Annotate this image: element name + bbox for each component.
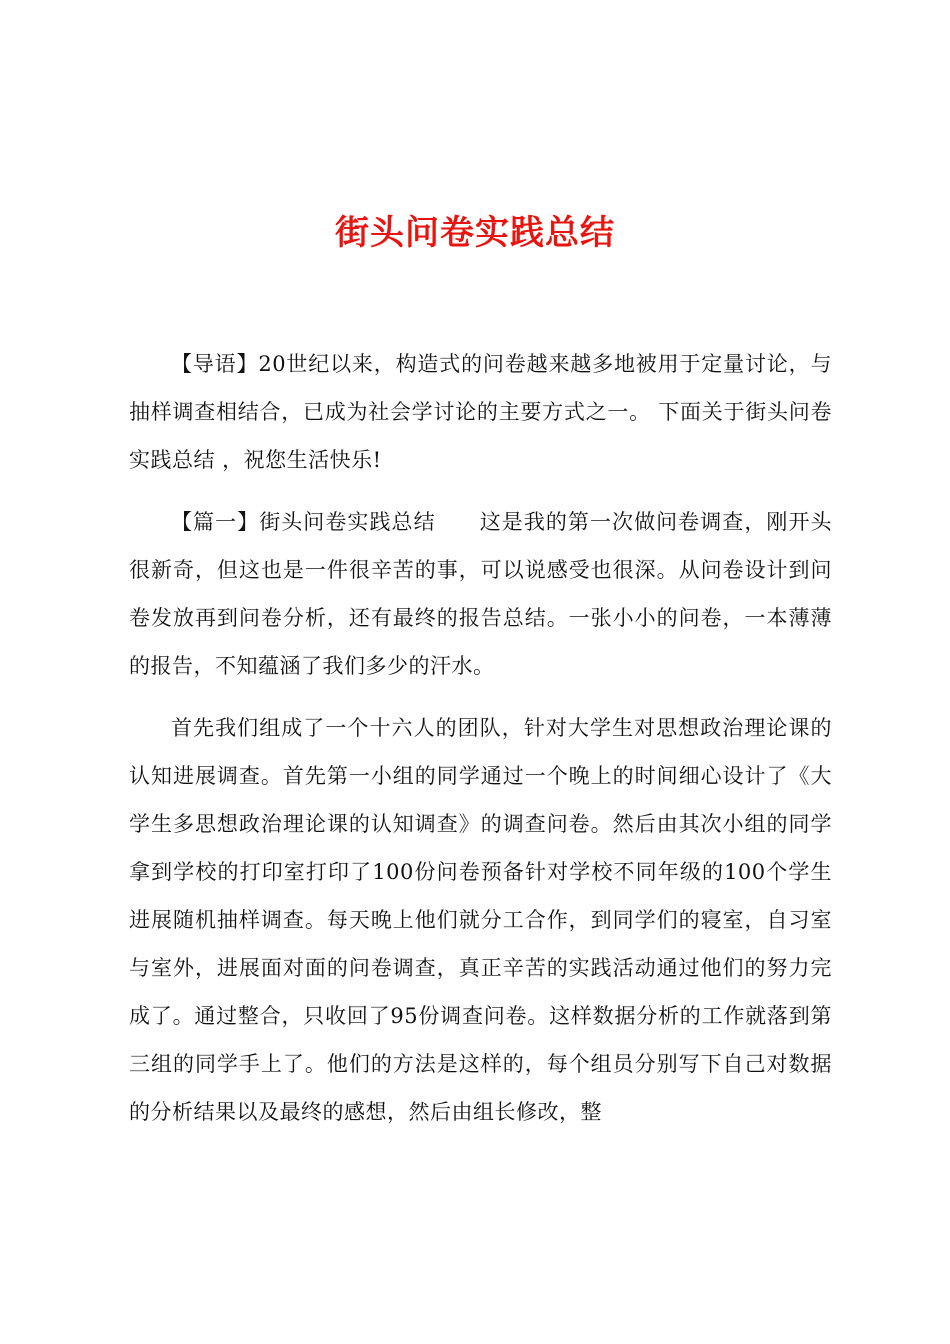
document-body bbox=[129, 340, 832, 1150]
paragraph-intro: 【导语】20世纪以来，构造式的问卷越来越多地被用于定量讨论，与抽样调查相结合，已成为社会学讨论的主要方式之一。 下面关于街头问卷实践总结 ，祝您生活快乐! bbox=[129, 352, 832, 472]
paragraph-part-one: 【篇一】街头问卷实践总结 这是我的第一次做问卷调查，刚开头很新奇，但这也是一件很辛苦的事，可以说感受也很深。从问卷设计到问卷发放再到问卷分析，还有最终的报告总结。一张小小的问卷，一本薄薄的报告，不知蕴涵了我们多少的汗水。 bbox=[129, 510, 832, 678]
paragraph-team-survey: 首先我们组成了一个十六人的团队，针对大学生对思想政治理论课的认知进展调查。首先第一小组的同学通过一个晚上的时间细心设计了《大学生多思想政治理论课的认知调查》的调查问卷。然后由其次小组的同学拿到学校的打印室打印了100份问卷预备针对学校不同年级的100个学生进展随机抽样调查。每天晚上他们就分工合作，到同学们的寝室，自习室与室外，进展面对面的问卷调查，真正辛苦的实践活动通过他们的努力完成了。通过整合，只收回了95份调查问卷。这样数据分析的工作就落到第三组的同学手上了。他们的方法是这样的，每个组员分别写下自己对数据的分析结果以及最终的感想，然后由组长修改，整 bbox=[129, 716, 832, 1124]
document-title: 街头问卷实践总结 bbox=[335, 213, 615, 253]
